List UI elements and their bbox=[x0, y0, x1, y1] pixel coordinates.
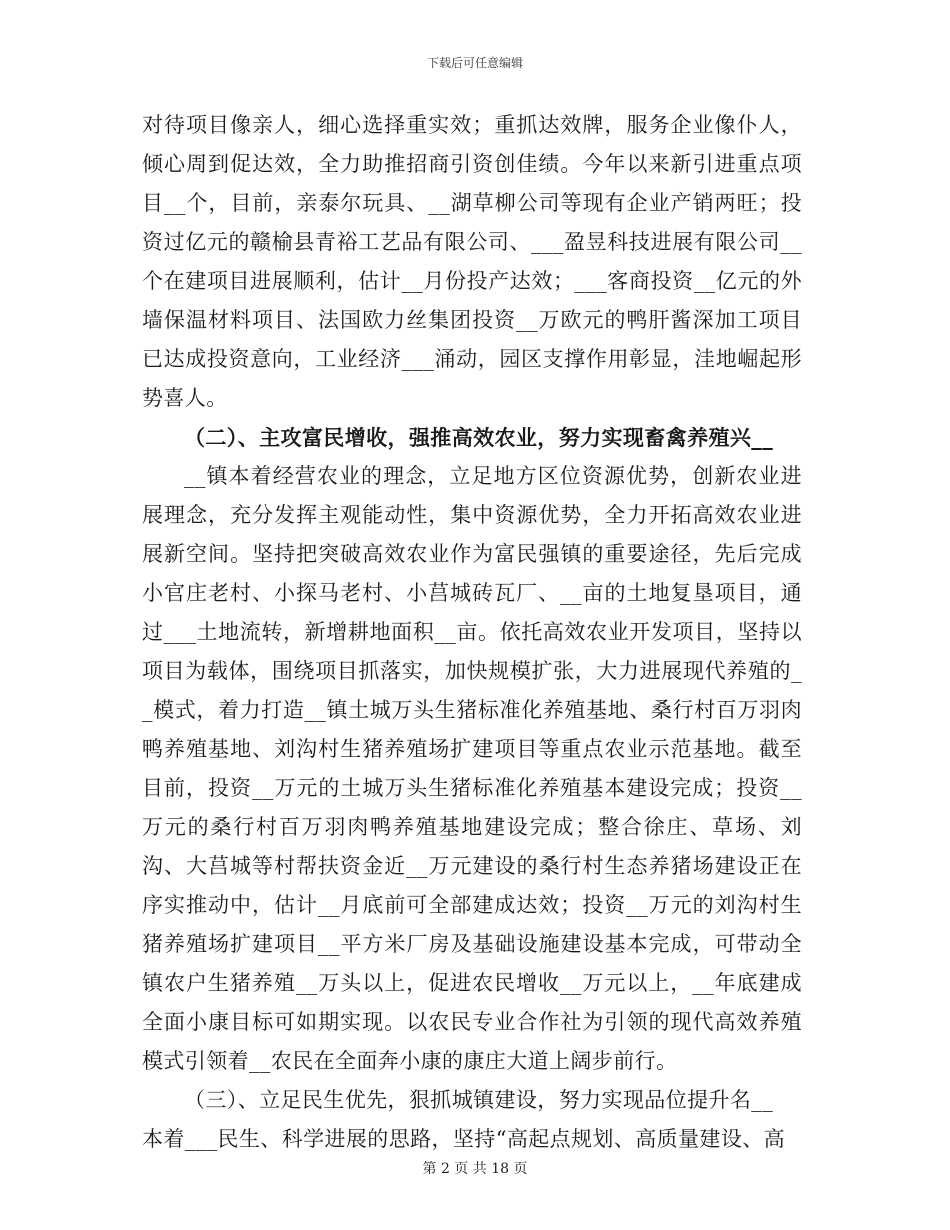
page-header: 下载后可任意编辑 bbox=[426, 56, 523, 70]
section-heading-3: （三）、立足民生优先，狠抓城镇建设，努力实现品位提升名__ bbox=[184, 1088, 774, 1112]
section-heading-2: （二）、主攻富民增收，强推高效农业，努力实现畜禽养殖兴__ bbox=[184, 425, 774, 450]
paragraph-3: 本着___民生、科学进展的思路，坚持“高起点规划、高质量建设、高 bbox=[142, 1127, 786, 1151]
paragraph-2: __镇本着经营农业的理念，立足地方区位资源优势，创新农业进展理念，充分发挥主观能动性，集中资源优势，全力开拓高效农业进展新空间。坚持把突破高效农业作为富民强镇的重要途径，先后完成小官庄老村、小探马老村、小莒城砖瓦厂、__亩的土地复垦项目，通过___土地流转，新增耕地面积__亩。依托高效农业开发项目，坚持以项目为载体，围绕项目抓落实，加快规模扩张，大力进展现代养殖的__模式，着力打造__镇土城万头生猪标准化养殖基地、桑行村百万羽肉鸭养殖基地、刘沟村生猪养殖场扩建项目等重点农业示范基地。截至目前，投资__万元的土城万头生猪标准化养殖基本建设完成；投资__万元的桑行村百万羽肉鸭养殖基地建设完成；整合徐庄、草场、刘沟、大莒城等村帮扶资金近__万元建设的桑行村生态养猪场建设正在序实推动中，估计__月底前可全部建成达效；投资__万元的刘沟村生猪养殖场扩建项目__平方米厂房及基础设施建设基本完成，可带动全镇农户生猪养殖__万头以上，促进农民增收__万元以上，__年底建成全面小康目标可如期实现。以农民专业合作社为引领的现代高效养殖模式引领着__农民在全面奔小康的康庄大道上阔步前行。 bbox=[142, 464, 802, 1073]
paragraph-1: 对待项目像亲人，细心选择重实效；重抓达效牌，服务企业像仆人，倾心周到促达效，全力助推招商引资创佳绩。今年以来新引进重点项目__个，目前，亲泰尔玩具、__湖草柳公司等现有企业产销两旺；投资过亿元的赣榆县青裕工艺品有限公司、___盈昱科技进展有限公司__个在建项目进展顺利，估计__月份投产达效；___客商投资__亿元的外墙保温材料项目、法国欧力丝集团投资__万欧元的鸭肝酱深加工项目已达成投资意向，工业经济___涌动，园区支撑作用彰显，洼地崛起形势喜人。 bbox=[142, 113, 802, 410]
page-footer: 第 2 页 共 18 页 bbox=[422, 1161, 528, 1177]
document-body bbox=[142, 106, 802, 1159]
